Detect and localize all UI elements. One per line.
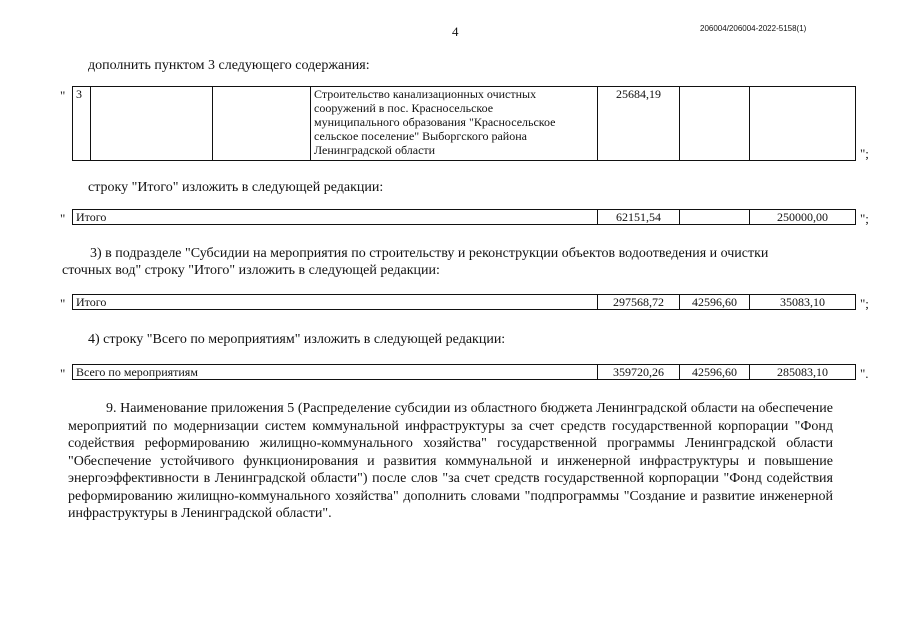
quote-open: " — [60, 366, 66, 381]
quote-close: "; — [860, 211, 869, 226]
row3-empty-cell-3 — [680, 87, 750, 161]
itogo1-label: Итого — [73, 210, 598, 225]
itogo-intro-text: строку "Итого" изложить в следующей редакции: — [88, 180, 384, 195]
quote-open: " — [60, 296, 66, 311]
row3-value: 25684,19 — [598, 87, 680, 161]
quote-close: ". — [860, 366, 869, 381]
itogo2-label: Итого — [73, 295, 598, 310]
quote-close: "; — [860, 146, 869, 161]
quote-open: " — [60, 211, 66, 226]
row3-empty-cell-1 — [91, 87, 213, 161]
row3-line: муниципального образования "Красносельское — [314, 115, 556, 129]
para9-text: 9. Наименование приложения 5 (Распределение субсидии из областного бюджета Ленинградской области на обеспечение мероприятий по модернизации систем коммунальной инфраструктуры за счет средств государственной корпорации "Фонд содействия реформированию жилищно-коммунального хозяйства" государственной программы Ленинградской области "Обеспечение устойчивого функционирования и развития коммунальной и инженерной инфраструктуры и повышение энергоэффективности в Ленинградской области") после слов "за счет средств государственной корпорации "Фонд содействия реформированию жилищно-коммунального хозяйства" дополнить словами "подпрограммы "Создание и развитие инженерной инфраструктуры в Ленинградской области". — [68, 401, 833, 521]
row3-line: сооружений в пос. Красносельское — [314, 101, 494, 115]
vsego-table — [72, 364, 856, 380]
para4-text: 4) строку "Всего по мероприятиям" изложить в следующей редакции: — [88, 332, 506, 347]
itogo2-value-2: 42596,60 — [680, 295, 750, 310]
row3-empty-cell-4 — [750, 87, 856, 161]
row3-line: Ленинградской области — [314, 143, 436, 157]
row3-line: Строительство канализационных очистных — [314, 87, 537, 101]
vsego-label: Всего по мероприятиям — [73, 365, 598, 380]
row3-empty-cell-2 — [213, 87, 311, 161]
itogo1-table — [72, 209, 856, 225]
row3-number: 3 — [73, 87, 91, 161]
itogo1-value-1: 62151,54 — [598, 210, 680, 225]
intro-text: дополнить пунктом 3 следующего содержания: — [88, 58, 370, 73]
itogo1-value-2 — [680, 210, 750, 225]
itogo2-value-1: 297568,72 — [598, 295, 680, 310]
document-id: 206004/206004-2022-5158(1) — [700, 24, 807, 33]
page-number: 4 — [452, 24, 459, 39]
itogo2-table — [72, 294, 856, 310]
itogo2-value-3: 35083,10 — [750, 295, 856, 310]
quote-close: "; — [860, 296, 869, 311]
row3-description — [311, 87, 598, 161]
itogo1-value-3: 250000,00 — [750, 210, 856, 225]
quote-open: " — [60, 88, 66, 103]
row3-table — [72, 86, 856, 161]
vsego-value-3: 285083,10 — [750, 365, 856, 380]
para3-line1: 3) в подразделе "Субсидии на мероприятия по строительству и реконструкции объектов водоотведения и очистки — [90, 246, 769, 261]
vsego-value-1: 359720,26 — [598, 365, 680, 380]
para3-line2: сточных вод" строку "Итого" изложить в следующей редакции: — [62, 263, 440, 278]
row3-line: сельское поселение" Выборгского района — [314, 129, 527, 143]
vsego-value-2: 42596,60 — [680, 365, 750, 380]
